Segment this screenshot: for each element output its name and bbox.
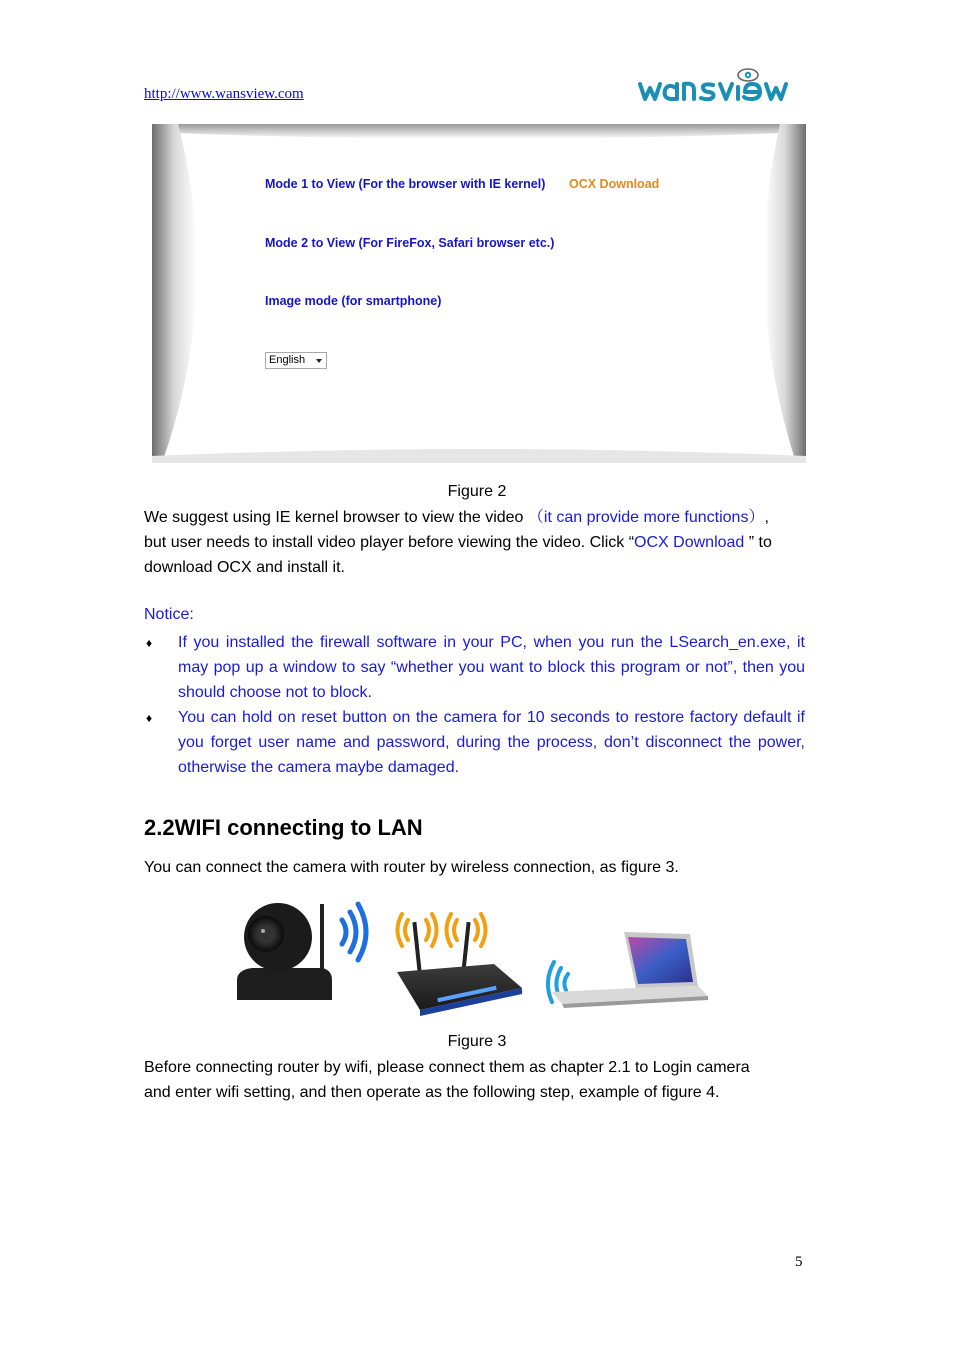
laptop-icon [552, 932, 708, 1008]
intro-line2-text: but user needs to install video player before viewing the video. Click “ [144, 534, 635, 551]
camera-icon [237, 903, 332, 1000]
chevron-down-icon [316, 359, 322, 363]
header-url-link[interactable]: http://www.wansview.com [144, 86, 304, 102]
figure3-wifi-diagram [232, 892, 716, 1018]
wansview-logo [636, 66, 806, 106]
notice-label: Notice: [144, 606, 194, 623]
ocx-download-link[interactable]: OCX Download [569, 177, 660, 191]
notice-item-2: You can hold on reset button on the camera for 10 seconds to restore factory default if you forget user name and password, during the process, don’t disconnect the power, otherwise the camera maybe damaged. [178, 709, 805, 776]
figure2-caption: Figure 2 [447, 483, 507, 500]
intro-ocx-link[interactable]: OCX Download [634, 534, 745, 551]
language-select-value: English [269, 354, 306, 366]
section-intro: You can connect the camera with router by wireless connection, as figure 3. [144, 859, 679, 876]
mode1-view-link[interactable]: Mode 1 to View (For the browser with IE kernel) [265, 177, 546, 191]
image-mode-link[interactable]: Image mode (for smartphone) [265, 294, 442, 308]
figure2-login-screenshot [152, 124, 806, 463]
intro-line1-text: We suggest using IE kernel browser to view the video [144, 509, 528, 526]
router-icon [397, 922, 522, 1016]
intro-line-2 [144, 530, 804, 555]
intro-paragraph [144, 505, 804, 580]
bullet-diamond-icon: ♦ [146, 711, 153, 725]
page-number: 5 [795, 1254, 803, 1270]
closing-line-1: Before connecting router by wifi, please connect them as chapter 2.1 to Login camera [144, 1059, 750, 1076]
intro-line1-comma: , [764, 509, 769, 526]
intro-line1-blue: （it can provide more functions） [527, 509, 765, 526]
language-select[interactable] [265, 352, 327, 369]
bullet-diamond-icon: ♦ [146, 636, 153, 650]
intro-line-1 [144, 505, 804, 530]
notice-item-1: If you installed the firewall software in your PC, when you run the LSearch_en.exe, it may pop up a window to say “whether you want to block this program or not”, then you should choose not to block. [178, 634, 805, 701]
intro-line-3: download OCX and install it. [144, 559, 345, 576]
figure3-caption: Figure 3 [447, 1033, 507, 1050]
mode2-view-link[interactable]: Mode 2 to View (For FireFox, Safari browser etc.) [265, 236, 555, 250]
section-heading: 2.2WIFI connecting to LAN [144, 815, 423, 840]
intro-line2-end: ” to [744, 534, 772, 551]
closing-paragraph [144, 1055, 804, 1105]
closing-line-2: and enter wifi setting, and then operate as the following step, example of figure 4. [144, 1084, 720, 1101]
